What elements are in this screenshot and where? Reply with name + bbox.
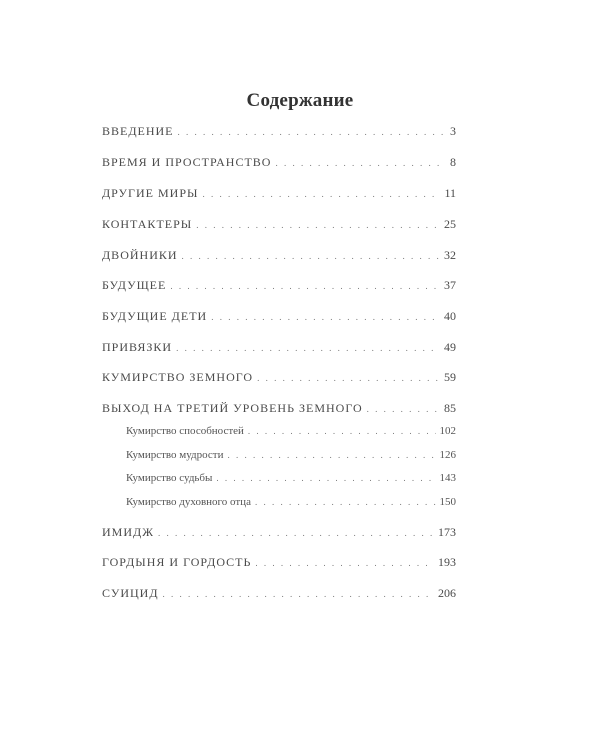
dot-leader bbox=[163, 589, 434, 599]
toc-entry bbox=[102, 124, 456, 139]
toc-entry-page: 85 bbox=[444, 401, 456, 415]
toc-entry-label: ВРЕМЯ И ПРОСТРАНСТВО bbox=[102, 155, 272, 169]
dot-leader bbox=[170, 281, 440, 291]
dot-leader bbox=[275, 158, 446, 168]
toc-entry-page: 206 bbox=[438, 586, 456, 600]
toc-entry bbox=[102, 248, 456, 263]
toc-entry-label: БУДУЩИЕ ДЕТИ bbox=[102, 309, 208, 323]
page-title: Содержание bbox=[246, 90, 354, 111]
toc-entry bbox=[102, 278, 456, 293]
toc-entry-page: 40 bbox=[444, 309, 456, 323]
dot-leader bbox=[228, 450, 436, 460]
toc-entry bbox=[102, 309, 456, 324]
toc-entry bbox=[102, 370, 456, 385]
toc-entry-label: ВВЕДЕНИЕ bbox=[102, 124, 174, 138]
toc-entry bbox=[102, 401, 456, 416]
dot-leader bbox=[255, 558, 434, 568]
toc-entry-label: ДРУГИЕ МИРЫ bbox=[102, 186, 199, 200]
toc-entry bbox=[102, 155, 456, 170]
dot-leader bbox=[202, 189, 440, 199]
toc-entry-page: 25 bbox=[444, 217, 456, 231]
toc-entry-label: КОНТАКТЕРЫ bbox=[102, 217, 193, 231]
toc-entry bbox=[102, 586, 456, 601]
toc-subentry bbox=[126, 472, 456, 484]
toc-entry bbox=[102, 555, 456, 570]
toc-entry-page: 32 bbox=[444, 248, 456, 262]
toc-entry-page: 11 bbox=[444, 186, 456, 200]
toc-subentry-page: 102 bbox=[439, 425, 456, 437]
toc-entry-page: 59 bbox=[444, 370, 456, 384]
toc-subentry-page: 150 bbox=[439, 496, 456, 508]
toc-entry-label: ДВОЙНИКИ bbox=[102, 248, 178, 262]
toc-entry-label: ГОРДЫНЯ И ГОРДОСТЬ bbox=[102, 555, 252, 569]
toc-entry bbox=[102, 186, 456, 201]
toc-entry-label: БУДУЩЕЕ bbox=[102, 278, 167, 292]
toc-entry-label: СУИЦИД bbox=[102, 586, 159, 600]
toc-subentry-label: Кумирство способностей bbox=[126, 425, 244, 437]
toc-entry-label: ИМИДЖ bbox=[102, 525, 154, 539]
dot-leader bbox=[257, 373, 440, 383]
toc-subentry-page: 143 bbox=[439, 472, 456, 484]
dot-leader bbox=[158, 528, 434, 538]
toc-entry-page: 8 bbox=[450, 155, 456, 169]
dot-leader bbox=[211, 312, 440, 322]
toc-subentry-label: Кумирство судьбы bbox=[126, 472, 213, 484]
toc-entry-page: 193 bbox=[438, 555, 456, 569]
dot-leader bbox=[182, 251, 440, 261]
toc-subentry-page: 126 bbox=[439, 449, 456, 461]
toc-entry bbox=[102, 217, 456, 232]
toc-subentry bbox=[126, 449, 456, 461]
toc-entry bbox=[102, 340, 456, 355]
toc-entry-page: 173 bbox=[438, 525, 456, 539]
toc-entry-page: 37 bbox=[444, 278, 456, 292]
toc-entry-label: ПРИВЯЗКИ bbox=[102, 340, 173, 354]
dot-leader bbox=[178, 127, 446, 137]
toc-entry-page: 3 bbox=[450, 124, 456, 138]
dot-leader bbox=[367, 404, 440, 414]
dot-leader bbox=[196, 220, 440, 230]
dot-leader bbox=[248, 426, 436, 436]
toc-subentry bbox=[126, 425, 456, 437]
dot-leader bbox=[176, 343, 440, 353]
toc-entry-label: КУМИРСТВО ЗЕМНОГО bbox=[102, 370, 254, 384]
dot-leader bbox=[255, 497, 436, 507]
toc-subentry bbox=[126, 496, 456, 508]
toc-subentry-label: Кумирство духовного отца bbox=[126, 496, 251, 508]
dot-leader bbox=[216, 473, 435, 483]
toc-entry bbox=[102, 525, 456, 540]
toc-entry-label: ВЫХОД НА ТРЕТИЙ УРОВЕНЬ ЗЕМНОГО bbox=[102, 401, 363, 415]
toc-subentry-label: Кумирство мудрости bbox=[126, 449, 224, 461]
toc-entry-page: 49 bbox=[444, 340, 456, 354]
